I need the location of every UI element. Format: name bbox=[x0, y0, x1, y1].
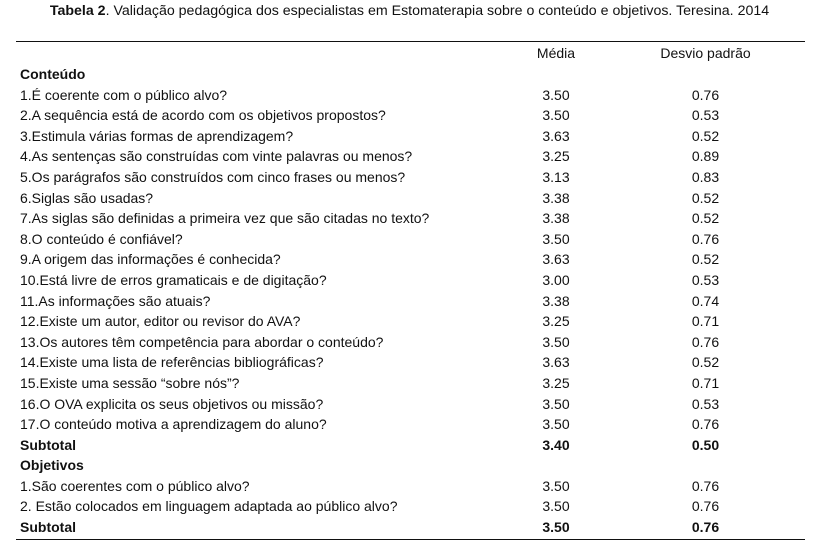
item-cell: 12.Existe um autor, editor ou revisor do AVA? bbox=[20, 313, 301, 330]
desvio-padrao-cell: 0.74 bbox=[691, 292, 720, 309]
header-row bbox=[16, 42, 805, 64]
desvio-padrao-cell: 0.52 bbox=[691, 210, 720, 227]
media-cell: 3.38 bbox=[542, 210, 570, 227]
media-cell: 3.13 bbox=[542, 168, 570, 185]
item-cell: 3.Estimula várias formas de aprendizagem? bbox=[20, 127, 294, 144]
desvio-padrao-cell: 0.76 bbox=[691, 230, 720, 247]
desvio-padrao-cell: 0.71 bbox=[691, 313, 720, 330]
item-cell: 17.O conteúdo motiva a aprendizagem do aluno? bbox=[20, 416, 327, 433]
table-row bbox=[16, 291, 805, 312]
table-row bbox=[16, 208, 805, 229]
section-title: Objetivos bbox=[20, 457, 84, 474]
media-cell: 3.38 bbox=[542, 292, 570, 309]
media-cell: 3.40 bbox=[542, 436, 570, 453]
item-cell: 8.O conteúdo é confiável? bbox=[20, 230, 183, 247]
section-row bbox=[16, 455, 805, 476]
table-row bbox=[16, 352, 805, 373]
desvio-padrao-cell: 0.76 bbox=[691, 498, 720, 515]
media-cell: 3.50 bbox=[542, 333, 570, 350]
item-cell: 9.A origem das informações é conhecida? bbox=[20, 251, 281, 268]
table-row bbox=[16, 105, 805, 126]
media-cell: 3.63 bbox=[542, 127, 570, 144]
media-cell: 3.50 bbox=[542, 230, 570, 247]
table-row bbox=[16, 126, 805, 147]
desvio-padrao-cell: 0.52 bbox=[691, 251, 720, 268]
header-desvio-padrao: Desvio padrão bbox=[660, 45, 751, 61]
section-row bbox=[16, 64, 805, 85]
item-cell: 15.Existe uma sessão “sobre nós”? bbox=[20, 374, 240, 391]
media-cell: 3.38 bbox=[542, 189, 570, 206]
caption-label: Tabela 2 bbox=[49, 3, 106, 19]
table-row bbox=[16, 229, 805, 250]
desvio-padrao-cell: 0.76 bbox=[691, 519, 720, 536]
media-cell: 3.50 bbox=[542, 86, 570, 103]
header-media: Média bbox=[536, 45, 576, 61]
item-cell: 1.São coerentes com o público alvo? bbox=[20, 477, 250, 494]
desvio-padrao-cell: 0.52 bbox=[691, 127, 720, 144]
item-cell: 4.As sentenças são construídas com vinte palavras ou menos? bbox=[20, 148, 413, 165]
desvio-padrao-cell: 0.53 bbox=[691, 107, 720, 124]
media-cell: 3.63 bbox=[542, 251, 570, 268]
media-cell: 3.63 bbox=[542, 354, 570, 371]
table-row bbox=[16, 394, 805, 415]
bottom-rule bbox=[16, 539, 805, 540]
media-cell: 3.50 bbox=[542, 107, 570, 124]
item-cell: Subtotal bbox=[20, 436, 76, 453]
desvio-padrao-cell: 0.50 bbox=[691, 436, 720, 453]
item-cell: 6.Siglas são usadas? bbox=[20, 189, 154, 206]
item-cell: Subtotal bbox=[20, 519, 76, 536]
desvio-padrao-cell: 0.76 bbox=[691, 416, 720, 433]
section-title: Conteúdo bbox=[20, 66, 86, 82]
table-row bbox=[16, 496, 805, 517]
table-row bbox=[16, 476, 805, 497]
table-row bbox=[16, 146, 805, 167]
table-row bbox=[16, 167, 805, 188]
table-row bbox=[16, 311, 805, 332]
media-cell: 3.50 bbox=[542, 519, 570, 536]
item-cell: 1.É coerente com o público alvo? bbox=[20, 86, 228, 103]
media-cell: 3.00 bbox=[542, 271, 570, 288]
caption-text: . Validação pedagógica dos especialistas em Estomaterapia sobre o conteúdo e objetivos. Teresina. 2014 bbox=[105, 3, 770, 19]
desvio-padrao-cell: 0.71 bbox=[691, 374, 720, 391]
desvio-padrao-cell: 0.53 bbox=[691, 271, 720, 288]
table-row bbox=[16, 414, 805, 435]
item-cell: 14.Existe uma lista de referências bibliográficas? bbox=[20, 354, 324, 371]
media-cell: 3.25 bbox=[542, 313, 570, 330]
item-cell: 13.Os autores têm competência para abordar o conteúdo? bbox=[20, 333, 384, 350]
media-cell: 3.25 bbox=[542, 148, 570, 165]
media-cell: 3.25 bbox=[542, 374, 570, 391]
subtotal-row bbox=[16, 517, 805, 538]
table-row bbox=[16, 373, 805, 394]
item-cell: 5.Os parágrafos são construídos com cinco frases ou menos? bbox=[20, 168, 406, 185]
subtotal-row bbox=[16, 435, 805, 456]
table-body bbox=[16, 64, 805, 538]
header-item bbox=[16, 42, 506, 64]
item-cell: 10.Está livre de erros gramaticais e de digitação? bbox=[20, 271, 327, 288]
table-row bbox=[16, 270, 805, 291]
table-row bbox=[16, 249, 805, 270]
item-cell: 2. Estão colocados em linguagem adaptada ao público alvo? bbox=[20, 498, 398, 515]
item-cell: 7.As siglas são definidas a primeira vez que são citadas no texto? bbox=[20, 210, 430, 227]
desvio-padrao-cell: 0.76 bbox=[691, 86, 720, 103]
desvio-padrao-cell: 0.76 bbox=[691, 477, 720, 494]
media-cell: 3.50 bbox=[542, 416, 570, 433]
desvio-padrao-cell: 0.83 bbox=[691, 168, 720, 185]
media-cell: 3.50 bbox=[542, 395, 570, 412]
table-row bbox=[16, 332, 805, 353]
media-cell: 3.50 bbox=[542, 477, 570, 494]
table-caption bbox=[0, 3, 819, 20]
table-row bbox=[16, 188, 805, 209]
desvio-padrao-cell: 0.53 bbox=[691, 395, 720, 412]
desvio-padrao-cell: 0.52 bbox=[691, 189, 720, 206]
table-row bbox=[16, 85, 805, 106]
validation-table bbox=[16, 42, 805, 538]
item-cell: 11.As informações são atuais? bbox=[20, 292, 211, 309]
desvio-padrao-cell: 0.76 bbox=[691, 333, 720, 350]
desvio-padrao-cell: 0.52 bbox=[691, 354, 720, 371]
media-cell: 3.50 bbox=[542, 498, 570, 515]
item-cell: 2.A sequência está de acordo com os objetivos propostos? bbox=[20, 107, 386, 124]
desvio-padrao-cell: 0.89 bbox=[691, 148, 720, 165]
item-cell: 16.O OVA explicita os seus objetivos ou missão? bbox=[20, 395, 324, 412]
